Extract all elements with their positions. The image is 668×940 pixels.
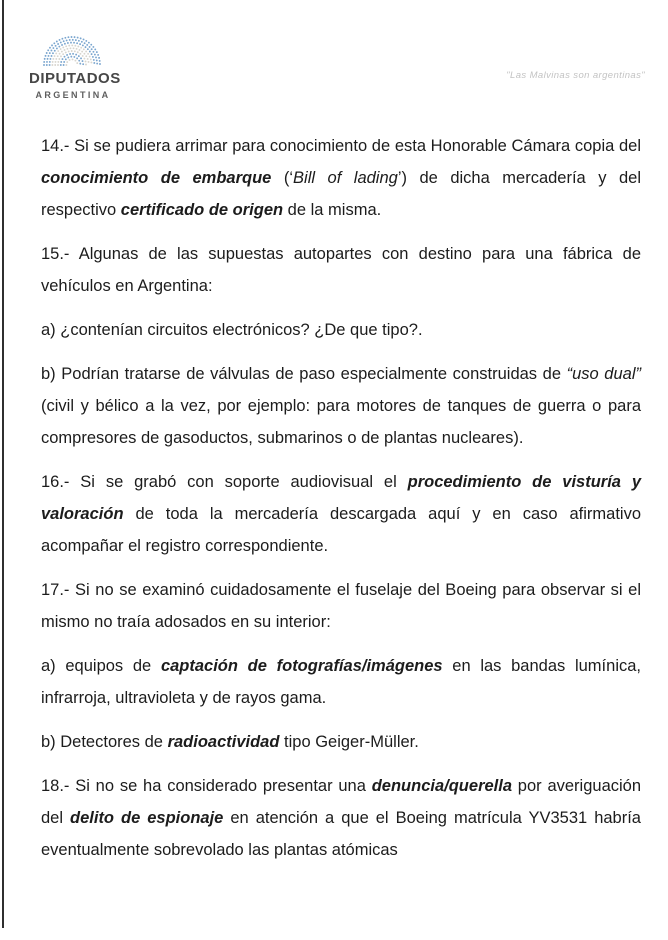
diputados-logo — [29, 31, 121, 100]
paragraph-text: ’) de dicha mercadería y del respectivo — [41, 169, 641, 219]
paragraph-text: (civil y bélico a la vez, por ejemplo: para motores de tanques de guerra o para compresores de gasoductos, submarinos o de plantas nucleares). — [41, 397, 641, 447]
paragraph-15b — [41, 358, 641, 454]
paragraph-text: en atención a que el Boeing matrícula YV3531 habría eventualmente sobrevolado las plantas atómicas — [41, 809, 641, 859]
paragraph-text: (‘ — [271, 169, 294, 187]
page-edge-line — [2, 0, 4, 928]
paragraph-text: 16.- Si se grabó con soporte audiovisual el — [41, 473, 408, 491]
emphasis-text: delito de espionaje — [70, 809, 224, 827]
emphasis-text: procedimiento de visturía y valoración — [41, 473, 641, 523]
paragraph-17a — [41, 650, 641, 714]
paragraph-17 — [41, 574, 641, 638]
paragraph-text: a) ¿contenían circuitos electrónicos? ¿De que tipo?. — [41, 321, 423, 339]
emphasis-text: radioactividad — [167, 733, 280, 751]
document-body — [41, 130, 641, 878]
emphasis-text: captación de fotografías/imágenes — [160, 657, 443, 675]
paragraph-text: 17.- Si no se examinó cuidadosamente el fuselaje del Boeing para observar si el mismo no traía adosados en su interior: — [41, 581, 641, 631]
paragraph-18 — [41, 770, 641, 866]
paragraph-15 — [41, 238, 641, 302]
emphasis-text: certificado de origen — [120, 201, 284, 219]
emphasis-text: “uso dual” — [566, 365, 641, 383]
paragraph-text: b) Detectores de — [41, 733, 168, 751]
paragraph-text: 14.- Si se pudiera arrimar para conocimiento de esta Honorable Cámara copia del — [41, 137, 641, 155]
paragraph-text: tipo Geiger-Müller. — [279, 733, 419, 751]
paragraph-text: por averiguación del — [41, 777, 642, 827]
hemicycle-icon — [30, 31, 114, 67]
paragraph-text: de toda la mercadería descargada aquí y en caso afirmativo acompañar el registro correspondiente. — [41, 505, 641, 555]
emphasis-text: Bill of lading — [293, 169, 398, 187]
emphasis-text: denuncia/querella — [371, 777, 513, 795]
emphasis-text: conocimiento de embarque — [41, 169, 272, 187]
paragraph-text: de la misma. — [283, 201, 382, 219]
paragraph-15a — [41, 314, 641, 346]
paragraph-text: a) equipos de — [41, 657, 161, 675]
logo-title: DIPUTADOS — [29, 70, 121, 87]
paragraph-14 — [41, 130, 641, 226]
paragraph-text: 18.- Si no se ha considerado presentar una — [41, 777, 372, 795]
paragraph-17b — [41, 726, 641, 758]
paragraph-text: 15.- Algunas de las supuestas autopartes con destino para una fábrica de vehículos en Argentina: — [41, 245, 641, 295]
logo-arc-row — [66, 59, 77, 65]
logo-subtitle: ARGENTINA — [35, 90, 111, 100]
paragraph-16 — [41, 466, 641, 562]
malvinas-tagline: "Las Malvinas son argentinas" — [506, 70, 645, 81]
paragraph-text: b) Podrían tratarse de válvulas de paso especialmente construidas de — [41, 365, 567, 383]
paragraph-text: en las bandas lumínica, infrarroja, ultravioleta y de rayos gama. — [41, 657, 641, 707]
